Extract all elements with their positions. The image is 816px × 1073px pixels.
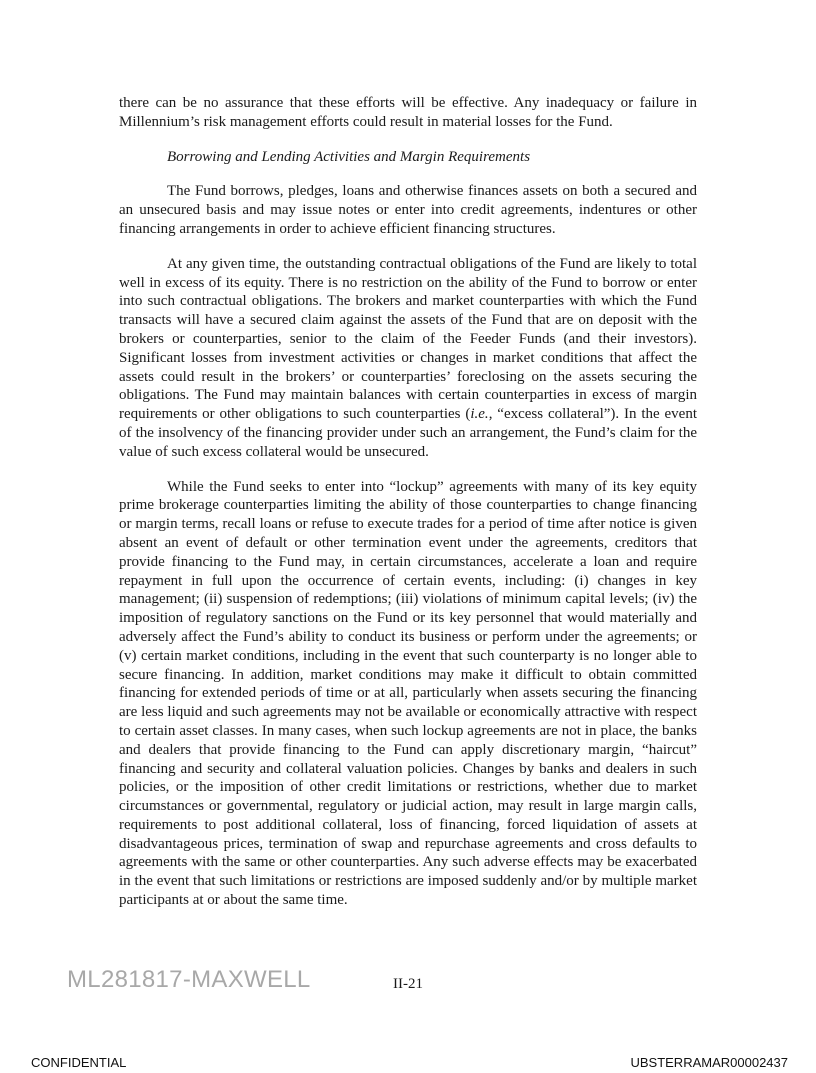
paragraph-contractual-obligations-text: At any given time, the outstanding contractual obligations of the Fund are likely to total well in excess of its equity. There is no restriction on the ability of the Fund to borrow or enter into such contractual obligations. The brokers and market counterparties with which the Fund transacts will have a secured claim against the assets of the Fund that are on deposit with the brokers or counterparties, senior to the claim of the Feeder Funds (and their investors). Significant losses from investment activities or changes in market conditions that affect the assets could result in the brokers’ or counterparties’ foreclosing on the assets securing the obligations. The Fund may maintain balances with certain counterparties in excess of margin requirements or other obligations to such counterparties (	[119, 255, 697, 423]
page-number: II-21	[393, 976, 423, 992]
paragraph-lockup-agreements: While the Fund seeks to enter into “lockup” agreements with many of its key equity prime brokerage counterparties limiting the ability of those counterparties to change financing or margin terms, recall loans or refuse to execute trades for a period of time after notice is given absent an event of default or other termination event under the agreements, creditors that provide financing to the Fund may, in certain circumstances, accelerate a loan and require repayment in full upon the occurrence of certain events, including: (i) changes in key management; (ii) suspension of redemptions; (iii) violations of minimum capital levels; (iv) the imposition of regulatory sanctions on the Fund or its key personnel that would materially and adversely affect the Fund’s ability to conduct its business or perform under the agreements; or (v) certain market conditions, including in the event that such counterparty is no longer able to secure financing. In addition, market conditions may make it difficult to obtain committed financing for extended periods of time or at all, particularly when assets securing the financing are less liquid and such agreements may not be available or economically attractive with respect to certain asset classes. In many cases, when such lockup agreements are not in place, the banks and dealers that provide financing to the Fund can apply discretionary margin, “haircut” financing and security and collateral valuation policies. Changes by banks and dealers in such policies, or the imposition of other credit limitations or restrictions, whether due to market circumstances or governmental, regulatory or judicial action, may result in large margin calls, requirements to post additional collateral, loss of financing, forced liquidation of assets at disadvantageous prices, termination of swap and repurchase agreements and cross defaults to agreements with the same or other counterparties. Any such adverse effects may be exacerbated in the event that such limitations or restrictions are imposed suddenly and/or by multiple market participants at or about the same time.	[119, 478, 697, 909]
paragraph-financing: The Fund borrows, pledges, loans and otherwise finances assets on both a secured and an unsecured basis and may issue notes or enter into credit agreements, indentures or other financing arrangements in order to achieve efficient financing structures.	[119, 183, 697, 237]
document-body	[119, 94, 697, 926]
control-number: UBSTERRAMAR00002437	[630, 1055, 788, 1070]
bates-stamp: ML281817-MAXWELL	[67, 966, 311, 993]
paragraph-contractual-obligations-text-after: , “excess collateral”). In the event of the insolvency of the financing provider under such an arrangement, the Fund’s claim for the value of such excess collateral would be unsecured.	[119, 406, 697, 460]
paragraph-contractual-obligations	[119, 255, 697, 462]
confidential-label: CONFIDENTIAL	[31, 1055, 127, 1070]
paragraph-risk-management-continuation: there can be no assurance that these efforts will be effective. Any inadequacy or failure in Millennium’s risk management efforts could result in material losses for the Fund.	[119, 95, 697, 130]
section-heading: Borrowing and Lending Activities and Margin Requirements	[167, 148, 531, 165]
italic-ie: i.e.	[470, 406, 489, 423]
